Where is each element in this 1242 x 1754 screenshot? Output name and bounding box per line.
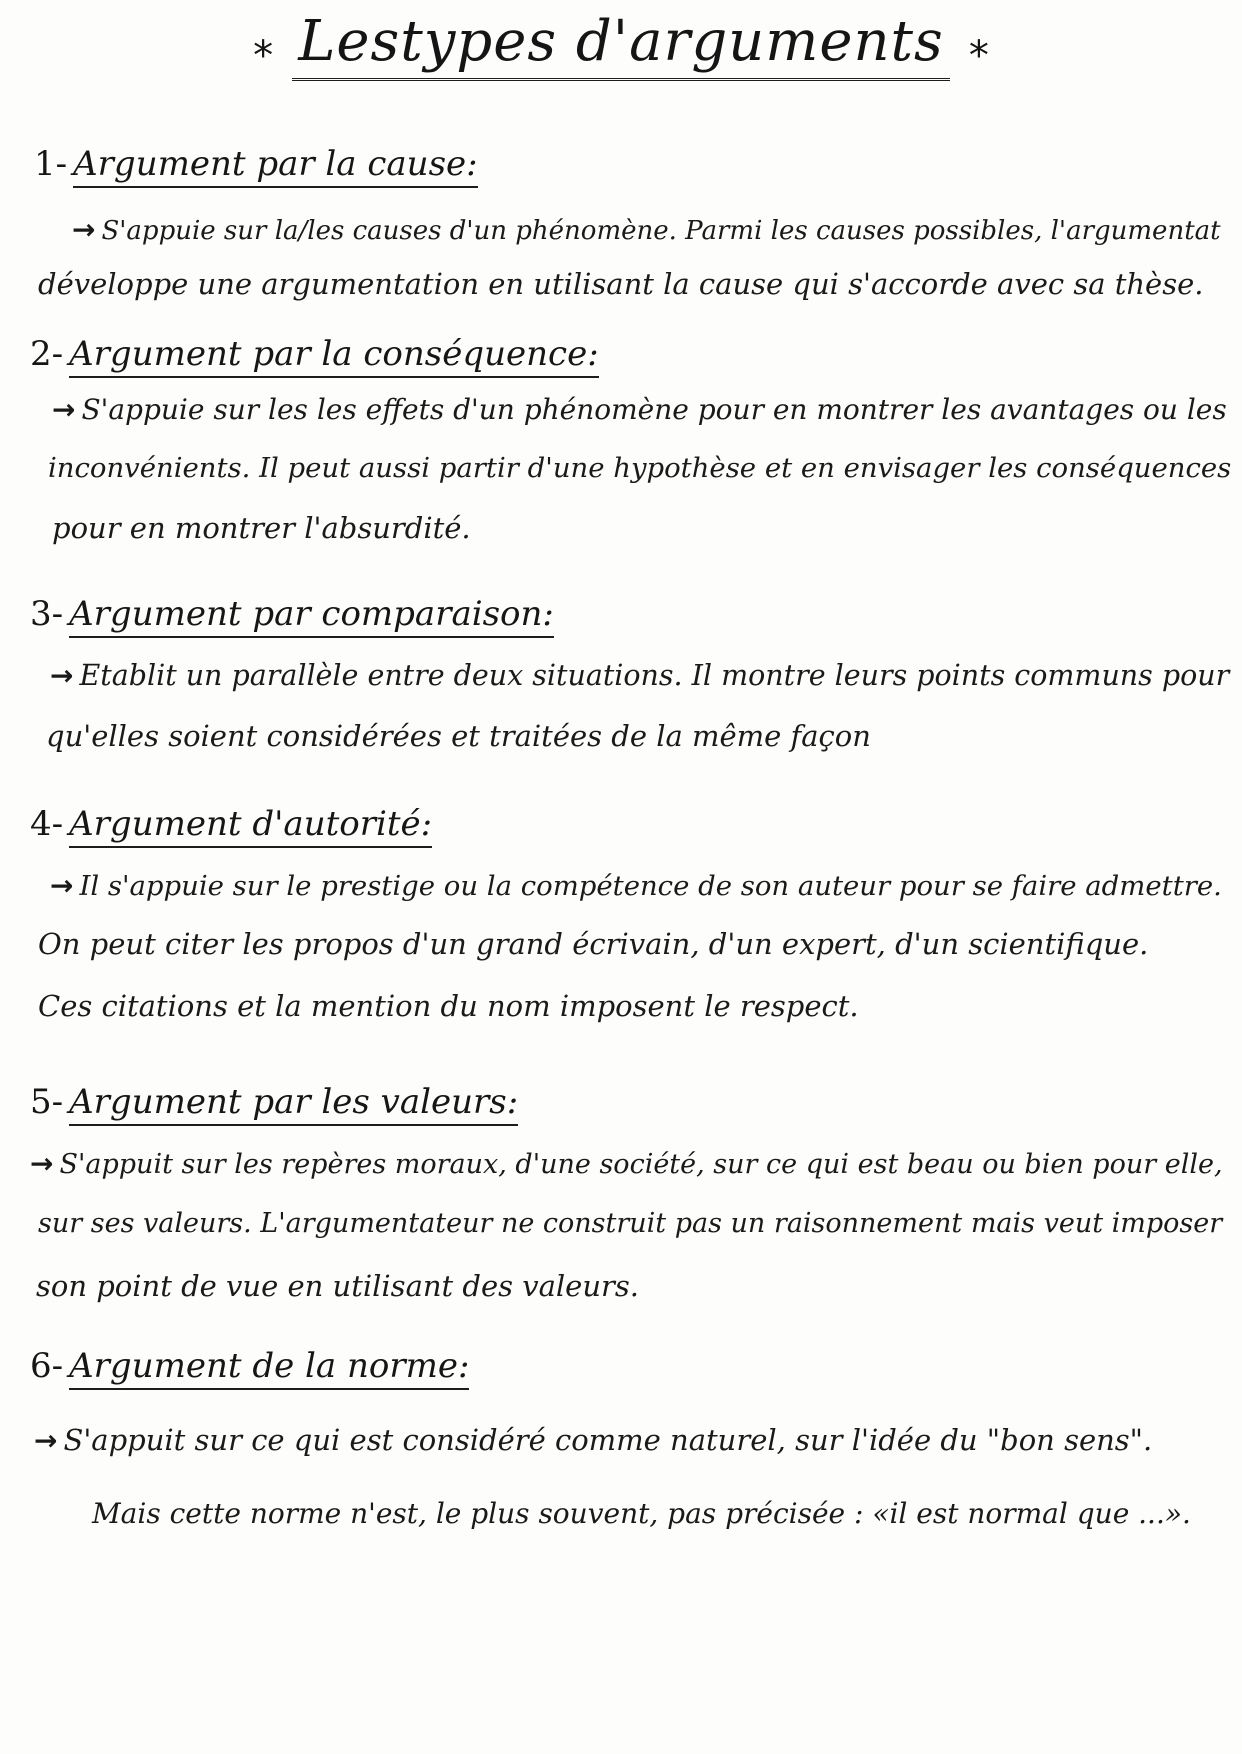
text-line: On peut citer les propos d'un grand écrivain, d'un expert, d'un scientifique. xyxy=(38,927,1149,961)
arrow-right-icon: → xyxy=(72,213,96,246)
text-line: → S'appuit sur ce qui est considéré comme naturel, sur l'idée du "bon sens". xyxy=(34,1423,1153,1457)
asterisk-icon: * xyxy=(968,32,989,79)
section-heading xyxy=(30,592,554,636)
section-title: Argument par la cause: xyxy=(73,144,477,188)
arrow-right-icon: → xyxy=(50,659,74,692)
arrow-right-icon: → xyxy=(50,869,74,902)
section-title: Argument d'autorité: xyxy=(69,804,432,848)
text-line: pour en montrer l'absurdité. xyxy=(52,511,471,545)
text-line: → Il s'appuie sur le prestige ou la compétence de son auteur pour se faire admettre. xyxy=(50,869,1222,902)
section-number: 3- xyxy=(30,594,64,634)
text-line: → S'appuie sur les les effets d'un phénomène pour en montrer les avantages ou les xyxy=(52,393,1227,426)
text-line: Ces citations et la mention du nom imposent le respect. xyxy=(38,989,859,1023)
text-line: → S'appuit sur les repères moraux, d'une société, sur ce qui est beau ou bien pour elle, xyxy=(30,1147,1223,1180)
text-line: Mais cette norme n'est, le plus souvent, pas précisée : «il est normal que ...». xyxy=(92,1497,1191,1530)
section-number: 5- xyxy=(30,1082,64,1122)
section-heading xyxy=(34,142,478,186)
arrow-right-icon: → xyxy=(34,1424,58,1457)
section-heading xyxy=(30,1344,469,1388)
text-line: → S'appuie sur la/les causes d'un phénomène. Parmi les causes possibles, l'argumentat xyxy=(72,213,1221,246)
text-line: → Etablit un parallèle entre deux situations. Il montre leurs points communs pour xyxy=(50,659,1230,692)
arrow-right-icon: → xyxy=(52,393,76,426)
text-line: sur ses valeurs. L'argumentateur ne construit pas un raisonnement mais veut imposer xyxy=(38,1208,1223,1239)
section-title: Argument par la conséquence: xyxy=(69,334,599,378)
section-heading xyxy=(30,802,432,846)
text-line: inconvénients. Il peut aussi partir d'une hypothèse et en envisager les conséquences xyxy=(48,452,1232,484)
page-title: Lestypes d'arguments xyxy=(292,10,950,81)
section-heading xyxy=(30,332,599,376)
section-number: 2- xyxy=(30,334,64,374)
section-number: 6- xyxy=(30,1346,64,1386)
text-line: développe une argumentation en utilisant la cause qui s'accorde avec sa thèse. xyxy=(38,267,1204,301)
section-number: 4- xyxy=(30,804,64,844)
section-title: Argument de la norme: xyxy=(69,1346,469,1390)
arrow-right-icon: → xyxy=(30,1147,54,1180)
section-heading xyxy=(30,1080,518,1124)
section-title: Argument par les valeurs: xyxy=(69,1082,518,1126)
title-block xyxy=(0,10,1242,81)
text-line: qu'elles soient considérées et traitées de la même façon xyxy=(46,719,871,753)
section-number: 1- xyxy=(34,144,68,184)
section-title: Argument par comparaison: xyxy=(69,594,554,638)
asterisk-icon: * xyxy=(253,32,274,79)
text-line: son point de vue en utilisant des valeurs. xyxy=(36,1269,639,1303)
